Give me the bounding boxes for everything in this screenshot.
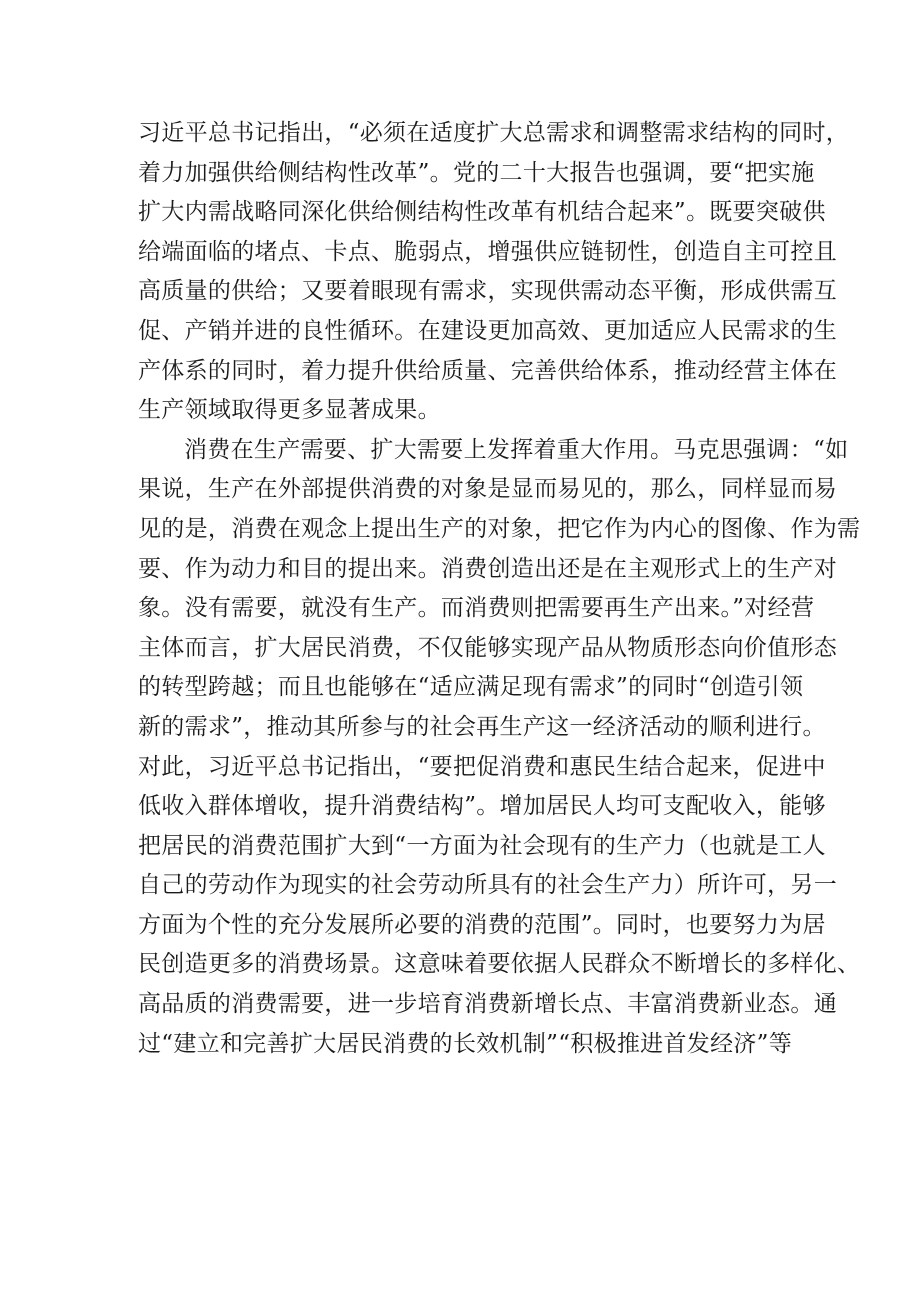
text-line: 过“建立和完善扩大居民消费的长效机制”“积极推进首发经济”等 xyxy=(138,1030,793,1057)
paragraph-2 xyxy=(138,431,861,1065)
text-line: 高质量的供给；又要着眼现有需求，实现供需动态平衡，形成供需互 xyxy=(138,278,837,305)
text-line: 的转型跨越；而且也能够在“适应满足现有需求”的同时“创造引领 xyxy=(138,674,804,701)
text-line: 把居民的消费范围扩大到“一方面为社会现有的生产力（也就是工人 xyxy=(138,832,826,859)
text-line: 扩大内需战略同深化供给侧结构性改革有机结合起来”。既要突破供 xyxy=(138,199,826,226)
text-line: 高品质的消费需要，进一步培育消费新增长点、丰富消费新业态。通 xyxy=(138,991,837,1018)
text-line: 象。没有需要，就没有生产。而消费则把需要再生产出来。”对经营 xyxy=(138,595,815,622)
text-line: 产体系的同时，着力提升供给质量、完善供给体系，推动经营主体在 xyxy=(138,357,837,384)
text-line: 主体而言，扩大居民消费，不仅能够实现产品从物质形态向价值形态 xyxy=(138,634,837,661)
text-line: 给端面临的堵点、卡点、脆弱点，增强供应链韧性，创造自主可控且 xyxy=(138,238,837,265)
body-text xyxy=(138,114,861,1064)
text-line: 方面为个性的充分发展所必要的消费的范围”。同时，也要努力为居 xyxy=(138,911,826,938)
text-line: 低收入群体增收，提升消费结构”。增加居民人均可支配收入，能够 xyxy=(138,793,826,820)
text-line: 自己的劳动作为现实的社会劳动所具有的社会生产力）所许可，另一 xyxy=(138,872,837,899)
text-line: 促、产销并进的良性循环。在建设更加高效、更加适应人民需求的生 xyxy=(138,317,837,344)
text-line: 新的需求”，推动其所参与的社会再生产这一经济活动的顺利进行。 xyxy=(138,713,826,740)
text-line: 民创造更多的消费场景。这意味着要依据人民群众不断增长的多样化、 xyxy=(138,951,861,978)
text-line: 见的是，消费在观念上提出生产的对象，把它作为内心的图像、作为需 xyxy=(138,515,861,542)
text-line: 着力加强供给侧结构性改革”。党的二十大报告也强调，要“把实施 xyxy=(138,159,815,186)
paragraph-1 xyxy=(138,114,850,431)
text-line: 生产领域取得更多显著成果。 xyxy=(138,397,441,424)
text-line: 要、作为动力和目的提出来。消费创造出还是在主观形式上的生产对 xyxy=(138,555,837,582)
text-line: 消费在生产需要、扩大需要上发挥着重大作用。马克思强调：“如 xyxy=(184,436,849,463)
text-line: 对此，习近平总书记指出，“要把促消费和惠民生结合起来，促进中 xyxy=(138,753,826,780)
text-line: 果说，生产在外部提供消费的对象是显而易见的，那么，同样显而易 xyxy=(138,476,837,503)
text-line: 习近平总书记指出，“必须在适度扩大总需求和调整需求结构的同时， xyxy=(138,120,850,146)
